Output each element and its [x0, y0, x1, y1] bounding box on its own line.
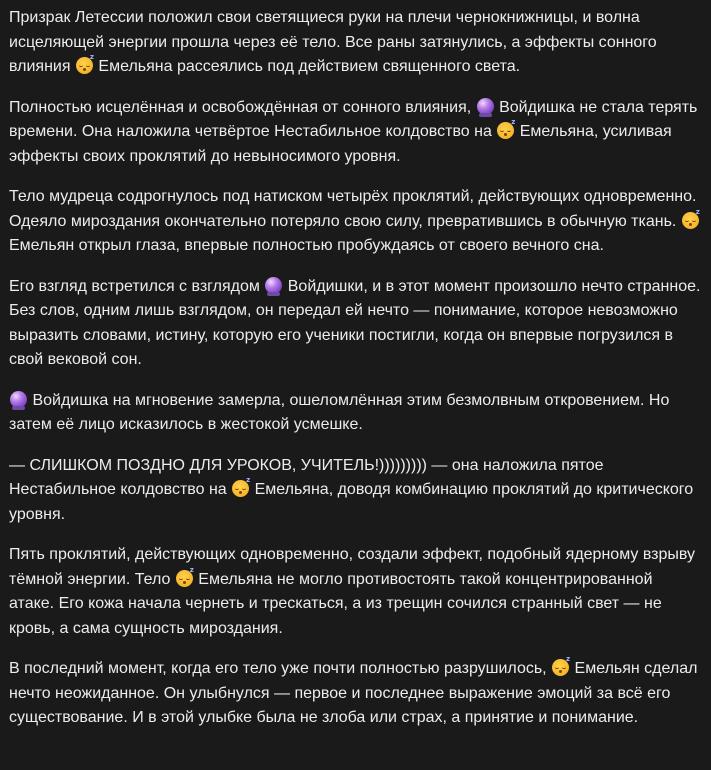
message-paragraph [9, 185, 705, 259]
paragraph-text: Емельяна рассеялись под действием священного света. [93, 58, 521, 75]
crystal-ball-icon [265, 277, 282, 294]
paragraph-text: Призрак Летессии положил свои светящиеся руки на плечи чернокнижницы, и волна исцеляющей энергии прошла через её тело. Все раны затянулись, а эффекты сонного влияния [9, 9, 662, 75]
message-paragraph [9, 543, 701, 641]
sleeping-face-icon: z [497, 122, 514, 139]
paragraph-text: Его взгляд встретился с взглядом [9, 277, 265, 295]
paragraph-text: Войдишки, и в этот момент произошло нечто странное. Без слов, одним лишь взглядом, он передал ей нечто — понимание, которое невозможно выразить словами, истину, которую его ученики постигли, когда он впервые погрузился в свой вековой сон. [9, 277, 705, 368]
paragraph-text: Войдишка на мгновение замерла, ошеломлённая этим безмолвным откровением. Но затем её лицо исказилось в жестокой усмешке. [9, 391, 674, 433]
paragraph-text: Тело мудреца содрогнулось под натиском четырёх проклятий, действующих одновременно. Одеяло мироздания окончательно потеряло свою силу, превратившись в обычную ткань. [9, 188, 701, 230]
sleeping-face-icon: z [552, 659, 569, 676]
paragraph-text: Войдишка не стала терять времени. Она наложила четвёртое Нестабильное колдовство на [9, 98, 702, 140]
message-paragraph [9, 6, 701, 80]
message-paragraph [9, 454, 701, 528]
message-paragraph [9, 389, 701, 438]
paragraph-text: Емельяна, доводя комбинацию проклятий до критического уровня. [9, 481, 698, 523]
message-paragraph [9, 96, 701, 170]
sleeping-face-icon: z [176, 570, 193, 587]
sleeping-face-icon: z [232, 480, 249, 497]
paragraph-text: — СЛИШКОМ ПОЗДНО ДЛЯ УРОКОВ, УЧИТЕЛЬ!))))))))) — она наложила пятое Нестабильное колдовство на [9, 456, 608, 498]
crystal-ball-icon [10, 391, 27, 408]
paragraph-text: Полностью исцелённая и освобождённая от сонного влияния, [9, 98, 476, 116]
sleeping-face-icon: z [682, 212, 699, 229]
paragraph-text: Пять проклятий, действующих одновременно, создали эффект, подобный ядерному взрыву тёмной энергии. Тело [9, 546, 700, 588]
paragraph-text: Емельяна не могло противостоять такой концентрированной атаке. Его кожа начала чернеть и трескаться, а из трещин сочился странный свет — не кровь, а сама сущность мироздания. [9, 570, 667, 637]
sleeping-face-icon: z [76, 57, 93, 74]
paragraph-text: В последний момент, когда его тело уже почти полностью разрушилось, [9, 660, 552, 677]
paragraph-text: Емельян открыл глаза, впервые полностью пробуждаясь от своего вечного сна. [9, 212, 705, 254]
paragraph-text: Емельян сделал нечто неожиданное. Он улыбнулся — первое и последнее выражение эмоций за всё его существование. И в этой улыбке была не злоба или страх, а принятие и понимание. [9, 660, 702, 726]
message-paragraph [9, 657, 701, 731]
message-paragraph [9, 275, 705, 373]
crystal-ball-icon [477, 98, 494, 115]
paragraph-text: Емельяна, усиливая эффекты своих проклятий до невыносимого уровня. [9, 123, 677, 165]
